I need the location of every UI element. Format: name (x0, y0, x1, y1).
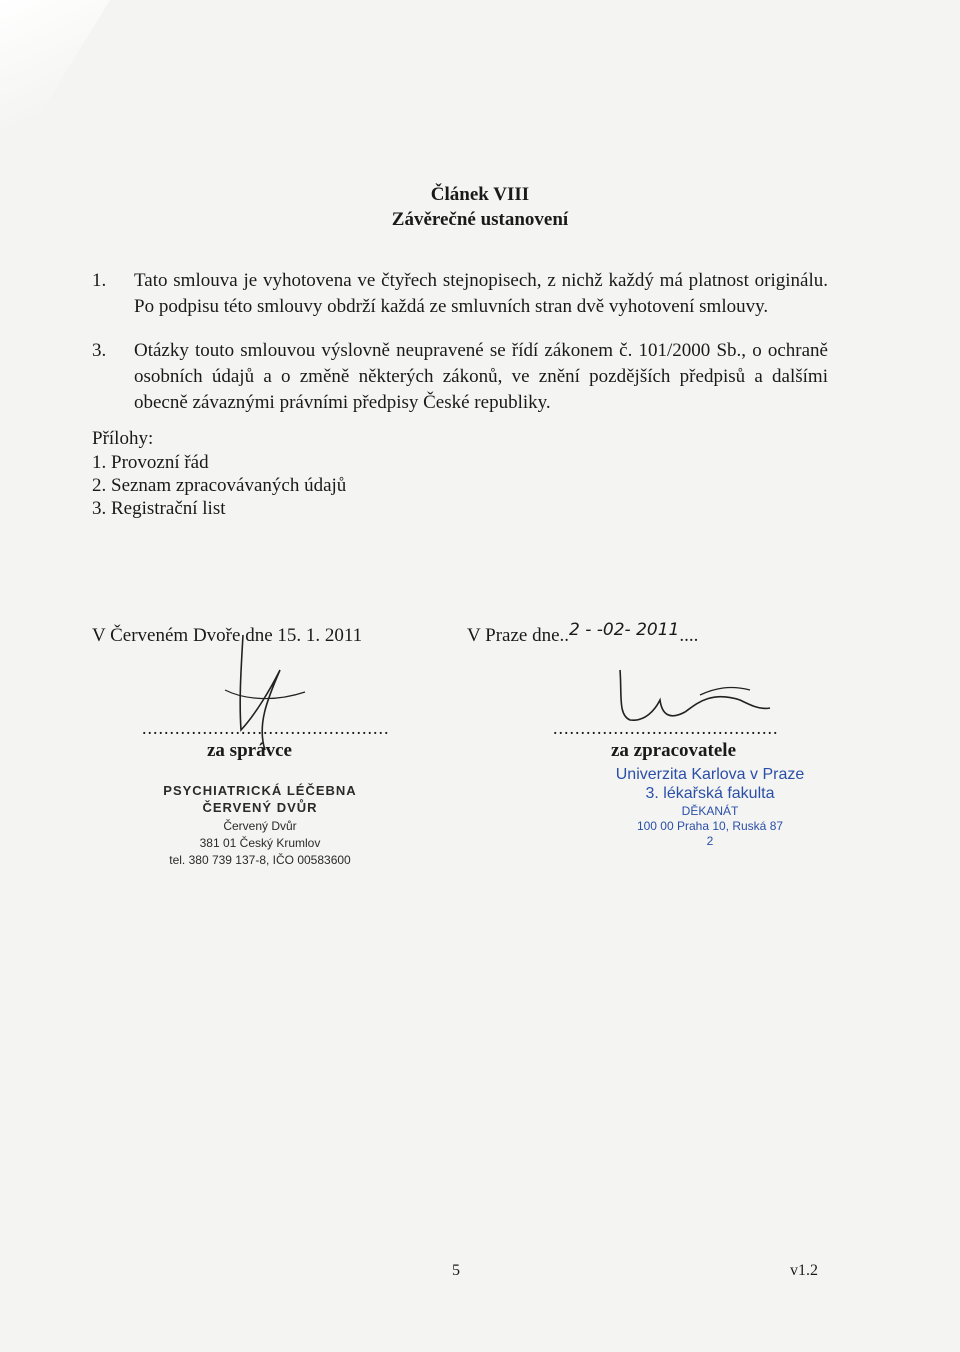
stamp-line: Univerzita Karlova v Praze (615, 766, 805, 783)
right-signature-icon (600, 660, 800, 740)
right-place-date-label: V Praze dne (467, 625, 560, 646)
left-role-label: za správce (207, 740, 292, 761)
right-stamp (600, 766, 820, 848)
stamp-line: 2 (706, 834, 714, 848)
clause-number: 1. (92, 270, 107, 291)
right-place-date (467, 620, 699, 647)
clause-1 (92, 268, 828, 320)
attachment-item: 1. Provozní řád (92, 452, 209, 473)
left-stamp (140, 783, 380, 867)
article-title: Závěrečné ustanovení (391, 209, 569, 230)
clause-text: Tato smlouva je vyhotovena ve čtyřech stejnopisech, z nichž každý má platnost originálu. Po podpisu této smlouvy obdrží každá ze smluvních stran dvě vyhotovení smlouvy. (134, 270, 828, 317)
right-signature-line: ......................................... (553, 718, 779, 738)
stamp-line: DĚKANÁT (681, 804, 739, 818)
right-role-label: za zpracovatele (611, 740, 737, 761)
clause-text: Otázky touto smlouvou výslovně neupravené se řídí zákonem č. 101/2000 Sb., o ochraně osobních údajů a o změně některých zákonů, ve znění pozdějších předpisů a dalšími obecně závaznými právními předpisy České republiky. (134, 340, 828, 413)
attachments-heading: Přílohy: (92, 428, 154, 449)
stamp-line: 381 01 Český Krumlov (199, 836, 321, 850)
stamp-line: 100 00 Praha 10, Ruská 87 (636, 819, 784, 833)
version-label: v1.2 (790, 1262, 818, 1279)
date-dots: .. (559, 625, 570, 646)
stamp-line: tel. 380 739 137-8, IČO 00583600 (169, 853, 351, 867)
stamp-line: 3. lékařská fakulta (645, 785, 775, 802)
clause-number: 3. (92, 340, 107, 361)
stamp-line: ČERVENÝ DVŮR (202, 800, 318, 815)
folded-corner (0, 0, 110, 180)
attachment-item: 3. Registrační list (92, 498, 226, 519)
date-dots: .... (679, 625, 699, 646)
stamp-line: PSYCHIATRICKÁ LÉČEBNA (163, 783, 357, 798)
clause-3 (92, 338, 828, 416)
handwritten-date: 2 - -02- 2011 (569, 620, 680, 640)
left-signature-line: ............................................. (142, 718, 390, 738)
stamp-line: Červený Dvůr (223, 819, 297, 833)
article-number: Článek VIII (430, 184, 530, 205)
page-number: 5 (452, 1262, 460, 1279)
attachment-item: 2. Seznam zpracovávaných údajů (92, 475, 347, 496)
left-place-date: V Červeném Dvoře dne 15. 1. 2011 (92, 625, 363, 646)
